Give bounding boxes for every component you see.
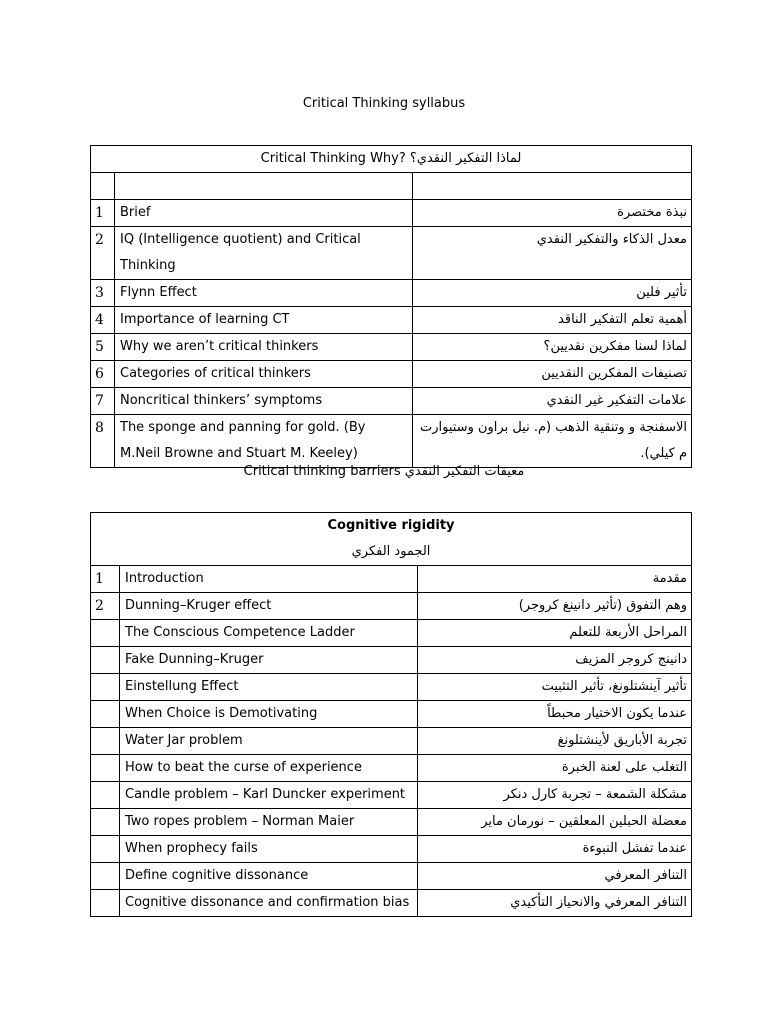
row-english: IQ (Intelligence quotient) and Critical Thinking [115, 227, 413, 280]
row-number: 8 [91, 415, 115, 468]
table-row [91, 388, 692, 415]
row-number [91, 890, 120, 917]
row-arabic: المراحل الأربعة للتعلم [418, 620, 692, 647]
table-header-row [91, 513, 692, 566]
row-arabic: التنافر المعرفي والانحياز التأكيدي [418, 890, 692, 917]
row-arabic: تصنيفات المفكرين النقديين [413, 361, 692, 388]
table-row [91, 701, 692, 728]
row-english: How to beat the curse of experience [120, 755, 418, 782]
table-row [91, 890, 692, 917]
row-english: Flynn Effect [115, 280, 413, 307]
table-row [91, 674, 692, 701]
row-arabic: مقدمة [418, 566, 692, 593]
row-number: 2 [91, 227, 115, 280]
row-arabic: معضلة الحبلين المعلقين – نورمان ماير [418, 809, 692, 836]
table-body-why [91, 200, 692, 468]
table-header-row [91, 146, 692, 173]
row-number: 3 [91, 280, 115, 307]
row-english: Cognitive dissonance and confirmation bias [120, 890, 418, 917]
row-arabic: دانينج كروجر المزيف [418, 647, 692, 674]
row-number: 2 [91, 593, 120, 620]
table-row [91, 620, 692, 647]
syllabus-table-why [90, 145, 692, 468]
row-english: Einstellung Effect [120, 674, 418, 701]
section-title-barriers: Critical thinking barriers معيقات التفكير النقدي [243, 464, 525, 479]
row-english: The sponge and panning for gold. (By M.Neil Browne and Stuart M. Keeley) [115, 415, 413, 468]
row-english: Candle problem – Karl Duncker experiment [120, 782, 418, 809]
row-number: 7 [91, 388, 115, 415]
row-number: 1 [91, 566, 120, 593]
table-row [91, 809, 692, 836]
row-english: Define cognitive dissonance [120, 863, 418, 890]
row-english: Noncritical thinkers’ symptoms [115, 388, 413, 415]
table-row [91, 782, 692, 809]
row-number [91, 782, 120, 809]
row-number [91, 755, 120, 782]
table-row [91, 361, 692, 388]
row-english: Introduction [120, 566, 418, 593]
row-number [91, 674, 120, 701]
row-arabic: تأثير فلين [413, 280, 692, 307]
row-number [91, 647, 120, 674]
row-arabic: مشكلة الشمعة – تجربة كارل دنكر [418, 782, 692, 809]
row-english: Dunning–Kruger effect [120, 593, 418, 620]
table-row [91, 728, 692, 755]
row-arabic: تأثير آينشتلونغ، تأثير التثبيت [418, 674, 692, 701]
row-arabic: التنافر المعرفي [418, 863, 692, 890]
row-arabic: تجربة الأباريق لأينشتلونغ [418, 728, 692, 755]
table-header-en: Cognitive rigidity [327, 518, 455, 533]
row-number: 6 [91, 361, 115, 388]
row-arabic: التغلب على لعنة الخبرة [418, 755, 692, 782]
row-arabic: لماذا لسنا مفكرين نقديين؟ [413, 334, 692, 361]
row-english: When prophecy fails [120, 836, 418, 863]
row-english: Water Jar problem [120, 728, 418, 755]
row-arabic: عندما تفشل النبوءة [418, 836, 692, 863]
table-row [91, 755, 692, 782]
table-row [91, 566, 692, 593]
table-row [91, 863, 692, 890]
row-arabic: الاسفنجة و وتنقية الذهب (م. نيل براون وستيوارت م كيلي). [413, 415, 692, 468]
row-number [91, 809, 120, 836]
row-english: The Conscious Competence Ladder [120, 620, 418, 647]
row-arabic: معدل الذكاء والتفكير النقدي [413, 227, 692, 280]
row-arabic: علامات التفكير غير النقدي [413, 388, 692, 415]
row-number [91, 863, 120, 890]
row-english: Brief [115, 200, 413, 227]
table-header-why: Critical Thinking Why? لماذا التفكير النقدي؟ [91, 146, 692, 173]
row-arabic: أهمية تعلم التفكير الناقد [413, 307, 692, 334]
row-number: 1 [91, 200, 115, 227]
table-row [91, 593, 692, 620]
row-english: Two ropes problem – Norman Maier [120, 809, 418, 836]
row-english: Why we aren’t critical thinkers [115, 334, 413, 361]
row-arabic: نبذة مختصرة [413, 200, 692, 227]
row-arabic: عندما يكون الاختيار محبطاً [418, 701, 692, 728]
row-arabic: وهم التفوق (تأثير دانينغ كروجر) [418, 593, 692, 620]
row-english: When Choice is Demotivating [120, 701, 418, 728]
row-english: Fake Dunning–Kruger [120, 647, 418, 674]
table-row [91, 307, 692, 334]
syllabus-table-barriers [90, 512, 692, 917]
table-row [91, 227, 692, 280]
row-number: 5 [91, 334, 115, 361]
table-body-barriers [91, 566, 692, 917]
table-row [91, 647, 692, 674]
table-row [91, 836, 692, 863]
table-row [91, 200, 692, 227]
row-number [91, 620, 120, 647]
row-number [91, 836, 120, 863]
document-title: Critical Thinking syllabus [302, 96, 466, 111]
row-english: Importance of learning CT [115, 307, 413, 334]
row-number: 4 [91, 307, 115, 334]
table-row [91, 280, 692, 307]
row-number [91, 728, 120, 755]
row-english: Categories of critical thinkers [115, 361, 413, 388]
table-empty-row [91, 173, 692, 200]
row-number [91, 701, 120, 728]
table-header-ar: الجمود الفكري [351, 544, 431, 559]
table-row [91, 334, 692, 361]
table-row [91, 415, 692, 468]
